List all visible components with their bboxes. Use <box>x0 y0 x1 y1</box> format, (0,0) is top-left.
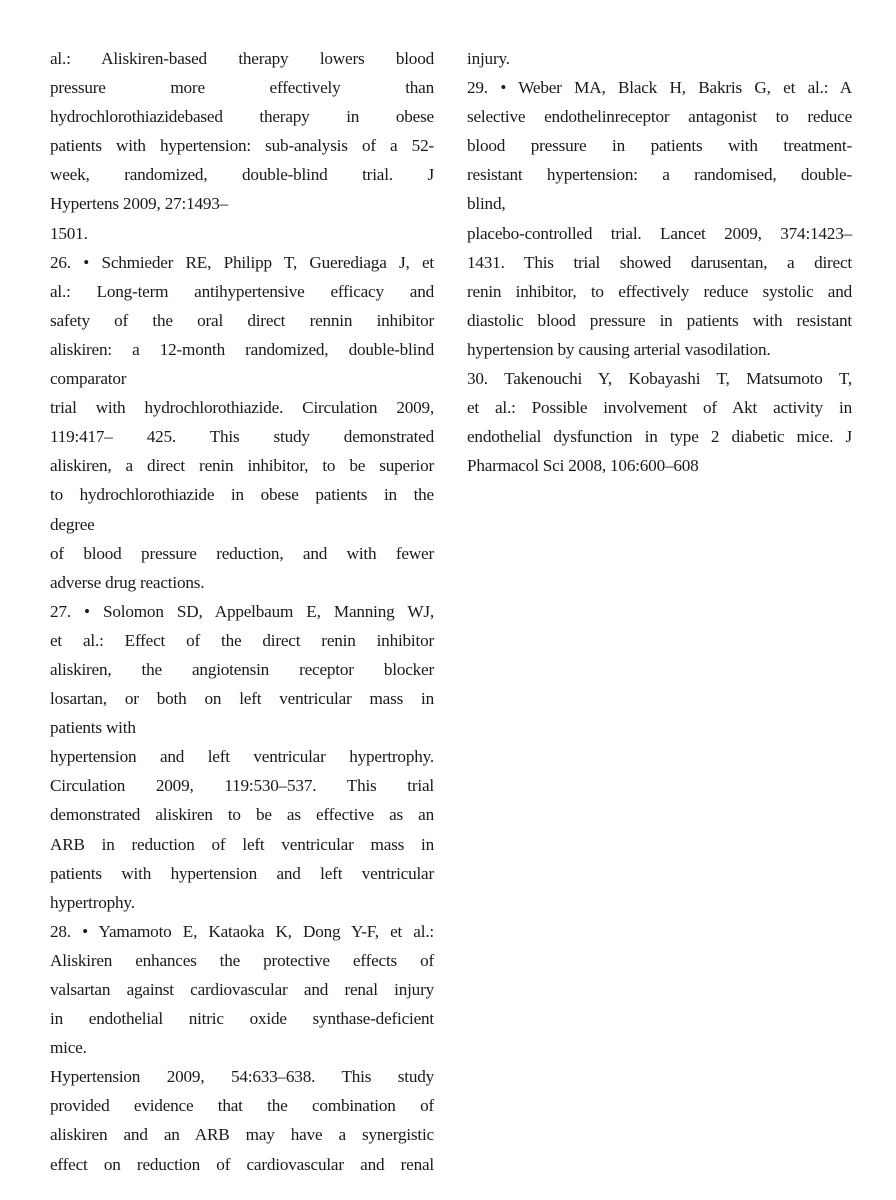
reference-text-line: al.: Aliskiren-based therapy lowers blood <box>50 49 434 68</box>
reference-text-line: hypertension and left ventricular hypertrophy. <box>50 747 434 767</box>
reference-text-line: hydrochlorothiazidebased therapy in obese <box>50 107 434 127</box>
reference-text-line: patients with hypertension and left ventricular <box>50 863 434 883</box>
reference-text-line: demonstrated aliskiren to be as effective as an <box>50 805 434 825</box>
reference-text-line: resistant hypertension: a randomised, double- <box>467 165 852 185</box>
reference-text-line: in endothelial nitric oxide synthase-deficient <box>50 1009 434 1029</box>
reference-text-line: valsartan against cardiovascular and renal injury <box>50 980 434 999</box>
reference-text-line: blind, <box>467 194 506 214</box>
reference-text-line: 30. Takenouchi Y, Kobayashi T, Matsumoto T, <box>467 369 852 389</box>
reference-text-line: 1501. <box>50 223 88 243</box>
reference-text-line: blood pressure in patients with treatment- <box>467 136 852 156</box>
reference-text-line: diastolic blood pressure in patients with resistant <box>467 310 852 330</box>
reference-text-line: losartan, or both on left ventricular mass in <box>50 689 434 709</box>
reference-column-left <box>50 44 434 1179</box>
reference-text-line: 27. • Solomon SD, Appelbaum E, Manning WJ, <box>50 601 434 621</box>
reference-text-line: Pharmacol Sci 2008, 106:600–608 <box>467 456 699 476</box>
reference-text-line: patients with hypertension: sub-analysis of a 52- <box>50 136 434 156</box>
reference-text-line: week, randomized, double-blind trial. J <box>50 165 434 185</box>
reference-text-line: et al.: Possible involvement of Akt activity in <box>467 398 852 418</box>
reference-text-line: aliskiren: a 12-month randomized, double-blind <box>50 339 434 359</box>
reference-text-line: selective endothelinreceptor antagonist to reduce <box>467 107 852 127</box>
reference-text-line: et al.: Effect of the direct renin inhibitor <box>50 630 434 650</box>
reference-text-line: degree <box>50 514 95 534</box>
reference-text-line: 119:417– 425. This study demonstrated <box>50 427 434 447</box>
reference-text-line: 1431. This trial showed darusentan, a direct <box>467 252 852 272</box>
reference-text-line: patients with <box>50 718 136 738</box>
reference-text-line: of blood pressure reduction, and with fewer <box>50 543 434 563</box>
reference-text-line: endothelial dysfunction in type 2 diabetic mice. J <box>467 427 852 447</box>
reference-text-line: hypertrophy. <box>50 892 135 912</box>
reference-text-line: Aliskiren enhances the protective effects of <box>50 950 434 970</box>
reference-text-line: mice. <box>50 1038 87 1058</box>
reference-text-line: to hydrochlorothiazide in obese patients in the <box>50 485 434 505</box>
reference-text-line: safety of the oral direct rennin inhibitor <box>50 310 434 330</box>
reference-text-line: adverse drug reactions. <box>50 572 205 592</box>
reference-text-line: renin inhibitor, to effectively reduce systolic and <box>467 281 852 301</box>
reference-text-line: placebo-controlled trial. Lancet 2009, 374:1423– <box>467 223 852 243</box>
reference-text-line: aliskiren, the angiotensin receptor blocker <box>50 659 434 679</box>
reference-text-line: Hypertension 2009, 54:633–638. This study <box>50 1067 434 1087</box>
reference-text-line: trial with hydrochlorothiazide. Circulation 2009, <box>50 398 434 418</box>
reference-text-line: 29. • Weber MA, Black H, Bakris G, et al.: A <box>467 78 852 98</box>
reference-text-line: hypertension by causing arterial vasodilation. <box>467 339 771 359</box>
reference-text-line: provided evidence that the combination of <box>50 1096 434 1116</box>
reference-text-line: effect on reduction of cardiovascular and renal <box>50 1154 434 1174</box>
reference-text-line: ARB in reduction of left ventricular mass in <box>50 834 434 854</box>
reference-text-line: pressure more effectively than <box>50 78 434 98</box>
reference-text-line: aliskiren, a direct renin inhibitor, to be superior <box>50 456 434 476</box>
reference-text-line: injury. <box>467 49 510 68</box>
reference-text-line: comparator <box>50 369 127 389</box>
reference-text-line: al.: Long-term antihypertensive efficacy and <box>50 281 434 301</box>
reference-text-line: 26. • Schmieder RE, Philipp T, Guerediaga J, et <box>50 252 434 272</box>
reference-column-right <box>467 44 852 480</box>
reference-text-line: Circulation 2009, 119:530–537. This trial <box>50 776 434 796</box>
reference-text-line: Hypertens 2009, 27:1493– <box>50 194 229 214</box>
reference-text-line: 28. • Yamamoto E, Kataoka K, Dong Y-F, et al.: <box>50 921 434 941</box>
reference-text-line: aliskiren and an ARB may have a synergistic <box>50 1125 434 1145</box>
